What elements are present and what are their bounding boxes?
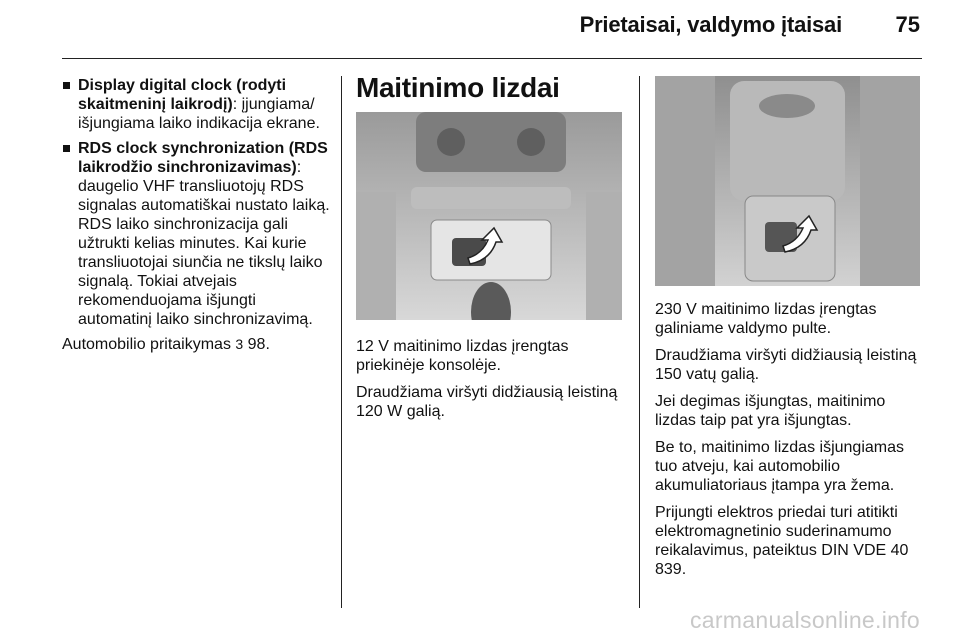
middle-column-text: [356, 337, 631, 429]
paragraph-rear-socket: 230 V maitinimo lizdas įrengtas galiniame valdymo pulte.: [655, 301, 877, 337]
reference-arrow-icon: 3: [235, 336, 244, 352]
bullet-item-display-clock: [62, 76, 332, 133]
paragraph-ignition: Jei degimas išjungtas, maitinimo lizdas taip pat yra išjungtas.: [655, 393, 886, 429]
paragraph-battery: Be to, maitinimo lizdas išjungiamas tuo atveju, kai automobilio akumuliatoriaus įtampa yra žema.: [655, 439, 904, 494]
bullet-description: : daugelio VHF transliuotojų RDS signalas automatiškai nustato laiką. RDS laiko sinchronizacija gali užtrukti kelias minutes. Kai kurie transliuotojai siunčia ne tikslų laiko signalą. Tokiai atvejais rekomenduojama išjungti automatinį laiko sinchronizavimą.: [78, 159, 330, 328]
column-divider-left: [341, 76, 342, 608]
bullet-item-rds-sync: [62, 139, 332, 329]
paragraph-emc: Prijungti elektros priedai turi atitikti elektromagnetinio suderinamumo reikalavimus, pateiktus DIN VDE 40 839.: [655, 504, 909, 578]
watermark: carmanualsonline.info: [689, 607, 920, 633]
rear-console-socket-image: [655, 76, 920, 286]
right-column-text: [655, 300, 927, 587]
cross-reference[interactable]: [62, 335, 332, 354]
reference-page: 98.: [247, 336, 270, 353]
reference-text: Automobilio pritaikymas: [62, 336, 231, 353]
bullet-description: : įjungiama/ išjungiama laiko indikacija ekrane.: [78, 96, 320, 132]
bullet-term: RDS clock synchronization (RDS laikrodžio sinchronizavimas): [78, 140, 328, 176]
bullet-square-icon: [63, 82, 70, 89]
paragraph-power-limit: Draudžiama viršyti didžiausią leistiną 150 vatų galią.: [655, 347, 917, 383]
power-limit-note: Draudžiama viršyti didžiausią leistiną 120 W galią.: [356, 384, 618, 420]
bullet-term: Display digital clock (rodyti skaitmeninį laikrodį): [78, 77, 287, 113]
left-column: [62, 76, 332, 362]
page-header-title: Prietaisai, valdymo įtaisai: [579, 12, 842, 37]
section-title: Maitinimo lizdai: [356, 72, 560, 103]
header-divider: [62, 58, 922, 59]
figure-caption: 12 V maitinimo lizdas įrengtas priekinėje konsolėje.: [356, 338, 569, 374]
front-console-socket-image: [356, 112, 622, 320]
bullet-square-icon: [63, 145, 70, 152]
column-divider-right: [639, 76, 640, 608]
page-number: 75: [895, 12, 920, 37]
